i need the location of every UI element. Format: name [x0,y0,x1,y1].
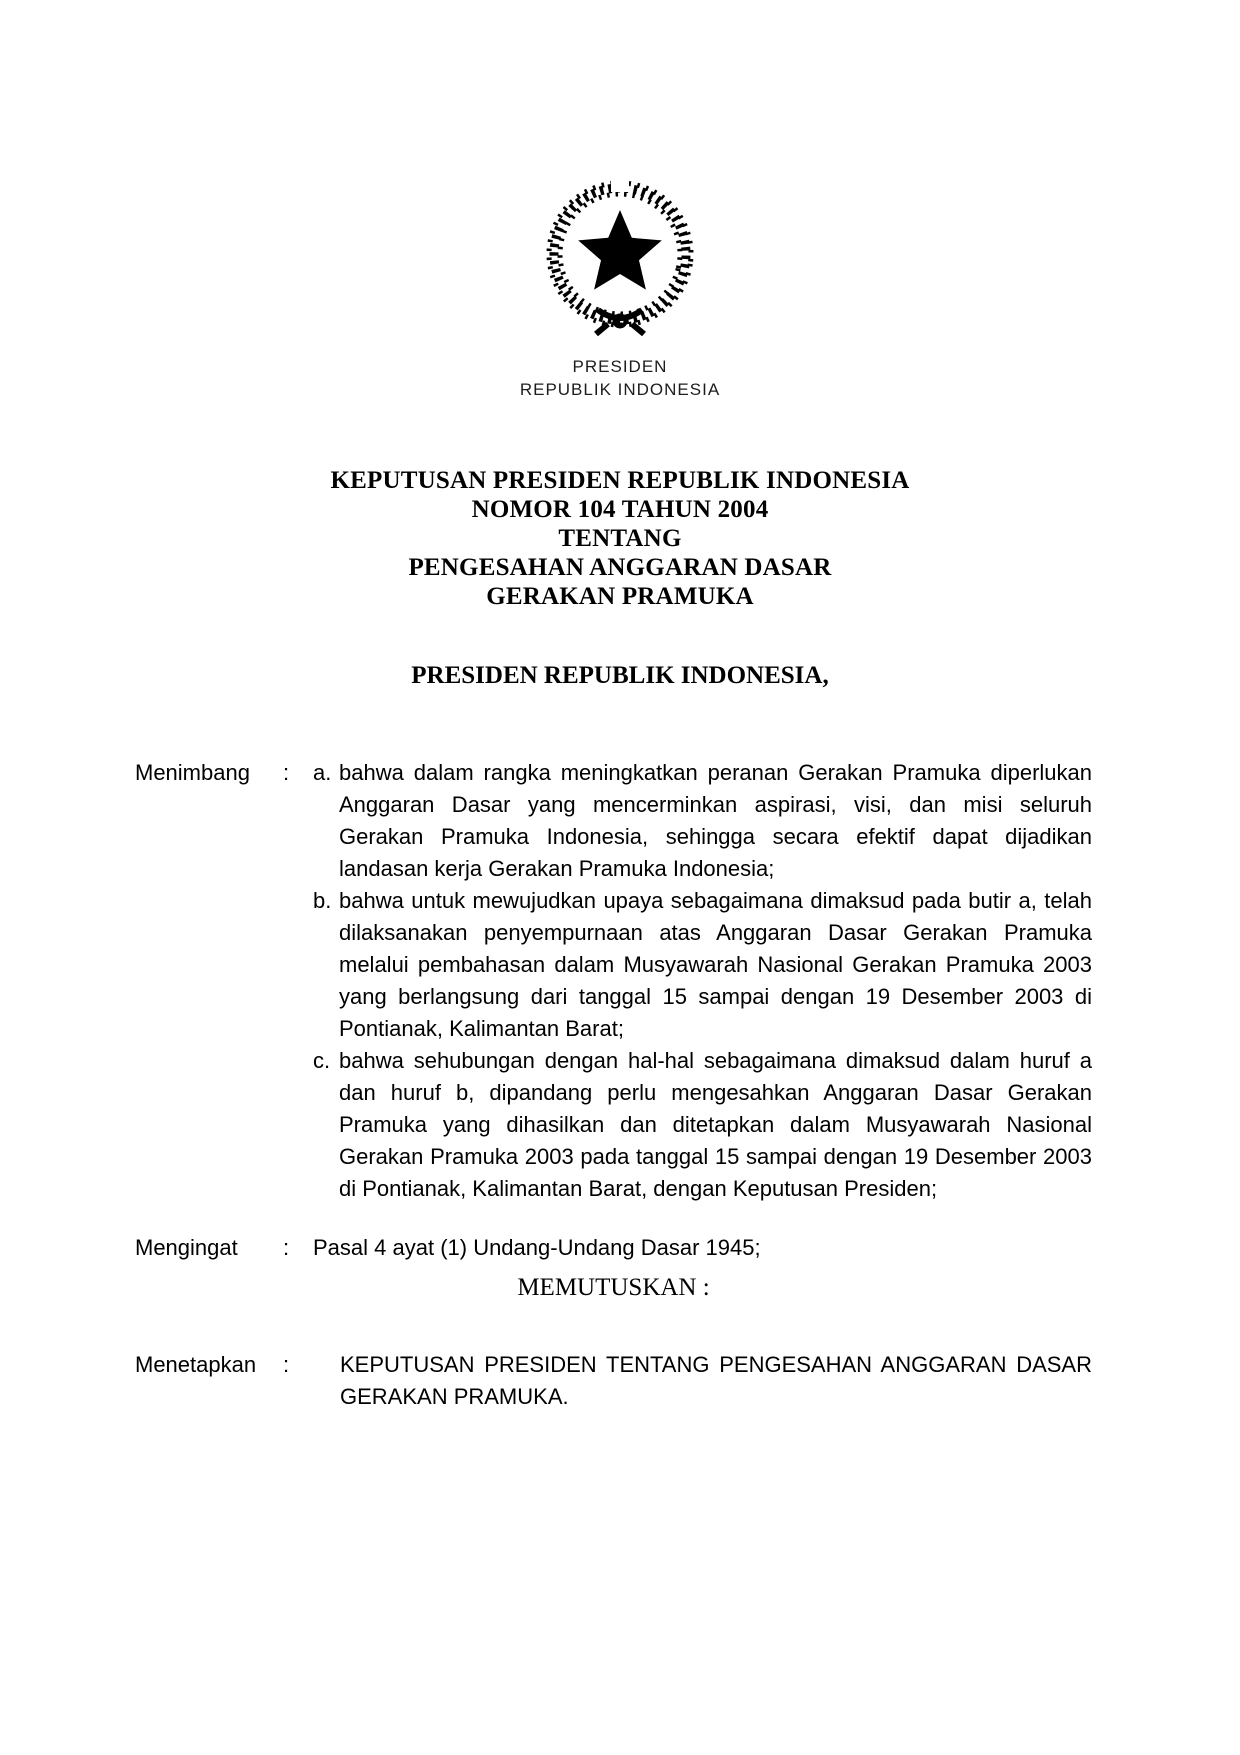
decree-number-line: NOMOR 104 TAHUN 2004 [471,496,769,523]
clause-menimbang [135,757,1092,1205]
clause-mengingat [135,1232,1092,1264]
seal-block [0,178,1240,401]
decree-subject-line1: PENGESAHAN ANGGARAN DASAR [408,554,832,581]
memutuskan-heading: MEMUTUSKAN : [517,1274,710,1301]
mengingat-colon: : [283,1235,290,1260]
menetapkan-label: Menetapkan [135,1352,257,1377]
decree-tentang-line: TENTANG [558,525,682,552]
item-marker: a. [313,760,332,785]
decree-subject-line2: GERAKAN PRAMUKA [486,583,754,610]
item-text: bahwa dalam rangka meningkatkan peranan Gerakan Pramuka diperlukan Anggaran Dasar yang mencerminkan aspirasi, visi, dan misi seluruh Gerakan Pramuka Indonesia, sehingga secara efektif dapat dijadikan landasan kerja Gerakan Pramuka Indonesia; [339,760,1092,881]
preamble-heading: PRESIDEN REPUBLIK INDONESIA, [411,662,829,689]
menetapkan-text: KEPUTUSAN PRESIDEN TENTANG PENGESAHAN ANGGARAN DASAR GERAKAN PRAMUKA. [340,1352,1092,1409]
item-marker: b. [313,888,332,913]
seal-caption-line1: PRESIDEN [572,357,668,376]
clause-menetapkan [135,1349,1092,1413]
mengingat-label: Mengingat [135,1235,238,1260]
menetapkan-colon: : [283,1352,290,1377]
item-text: bahwa sehubungan dengan hal-hal sebagaimana dimaksud dalam huruf a dan huruf b, dipandang perlu mengesahkan Anggaran Dasar Gerakan Pramuka yang dihasilkan dan ditetapkan dalam Musyawarah Nasional Gerakan Pramuka 2003 pada tanggal 15 sampai dengan 19 Desember 2003 di Pontianak, Kalimantan Barat, dengan Keputusan Presiden; [339,1048,1092,1201]
menimbang-items [313,757,1092,1205]
menimbang-colon: : [283,760,290,785]
consideration-item-c [313,1045,1092,1205]
presidential-seal-icon [540,178,700,340]
consideration-item-a [313,757,1092,885]
item-text: bahwa untuk mewujudkan upaya sebagaimana dimaksud pada butir a, telah dilaksanakan penyempurnaan atas Anggaran Dasar Gerakan Pramuka melalui pembahasan dalam Musyawarah Nasional Gerakan Pramuka 2003 yang berlangsung dari tanggal 15 sampai dengan 19 Desember 2003 di Pontianak, Kalimantan Barat; [339,888,1092,1041]
decree-title-block [0,466,1240,611]
decree-title-line: KEPUTUSAN PRESIDEN REPUBLIK INDONESIA [330,467,910,494]
menimbang-label: Menimbang [135,760,250,785]
seal-caption-line2: REPUBLIK INDONESIA [519,380,721,399]
consideration-item-b [313,885,1092,1045]
item-marker: c. [313,1048,331,1073]
seal-caption [0,355,1240,401]
mengingat-text: Pasal 4 ayat (1) Undang-Undang Dasar 1945; [313,1235,761,1260]
decree-body [135,757,1092,1413]
